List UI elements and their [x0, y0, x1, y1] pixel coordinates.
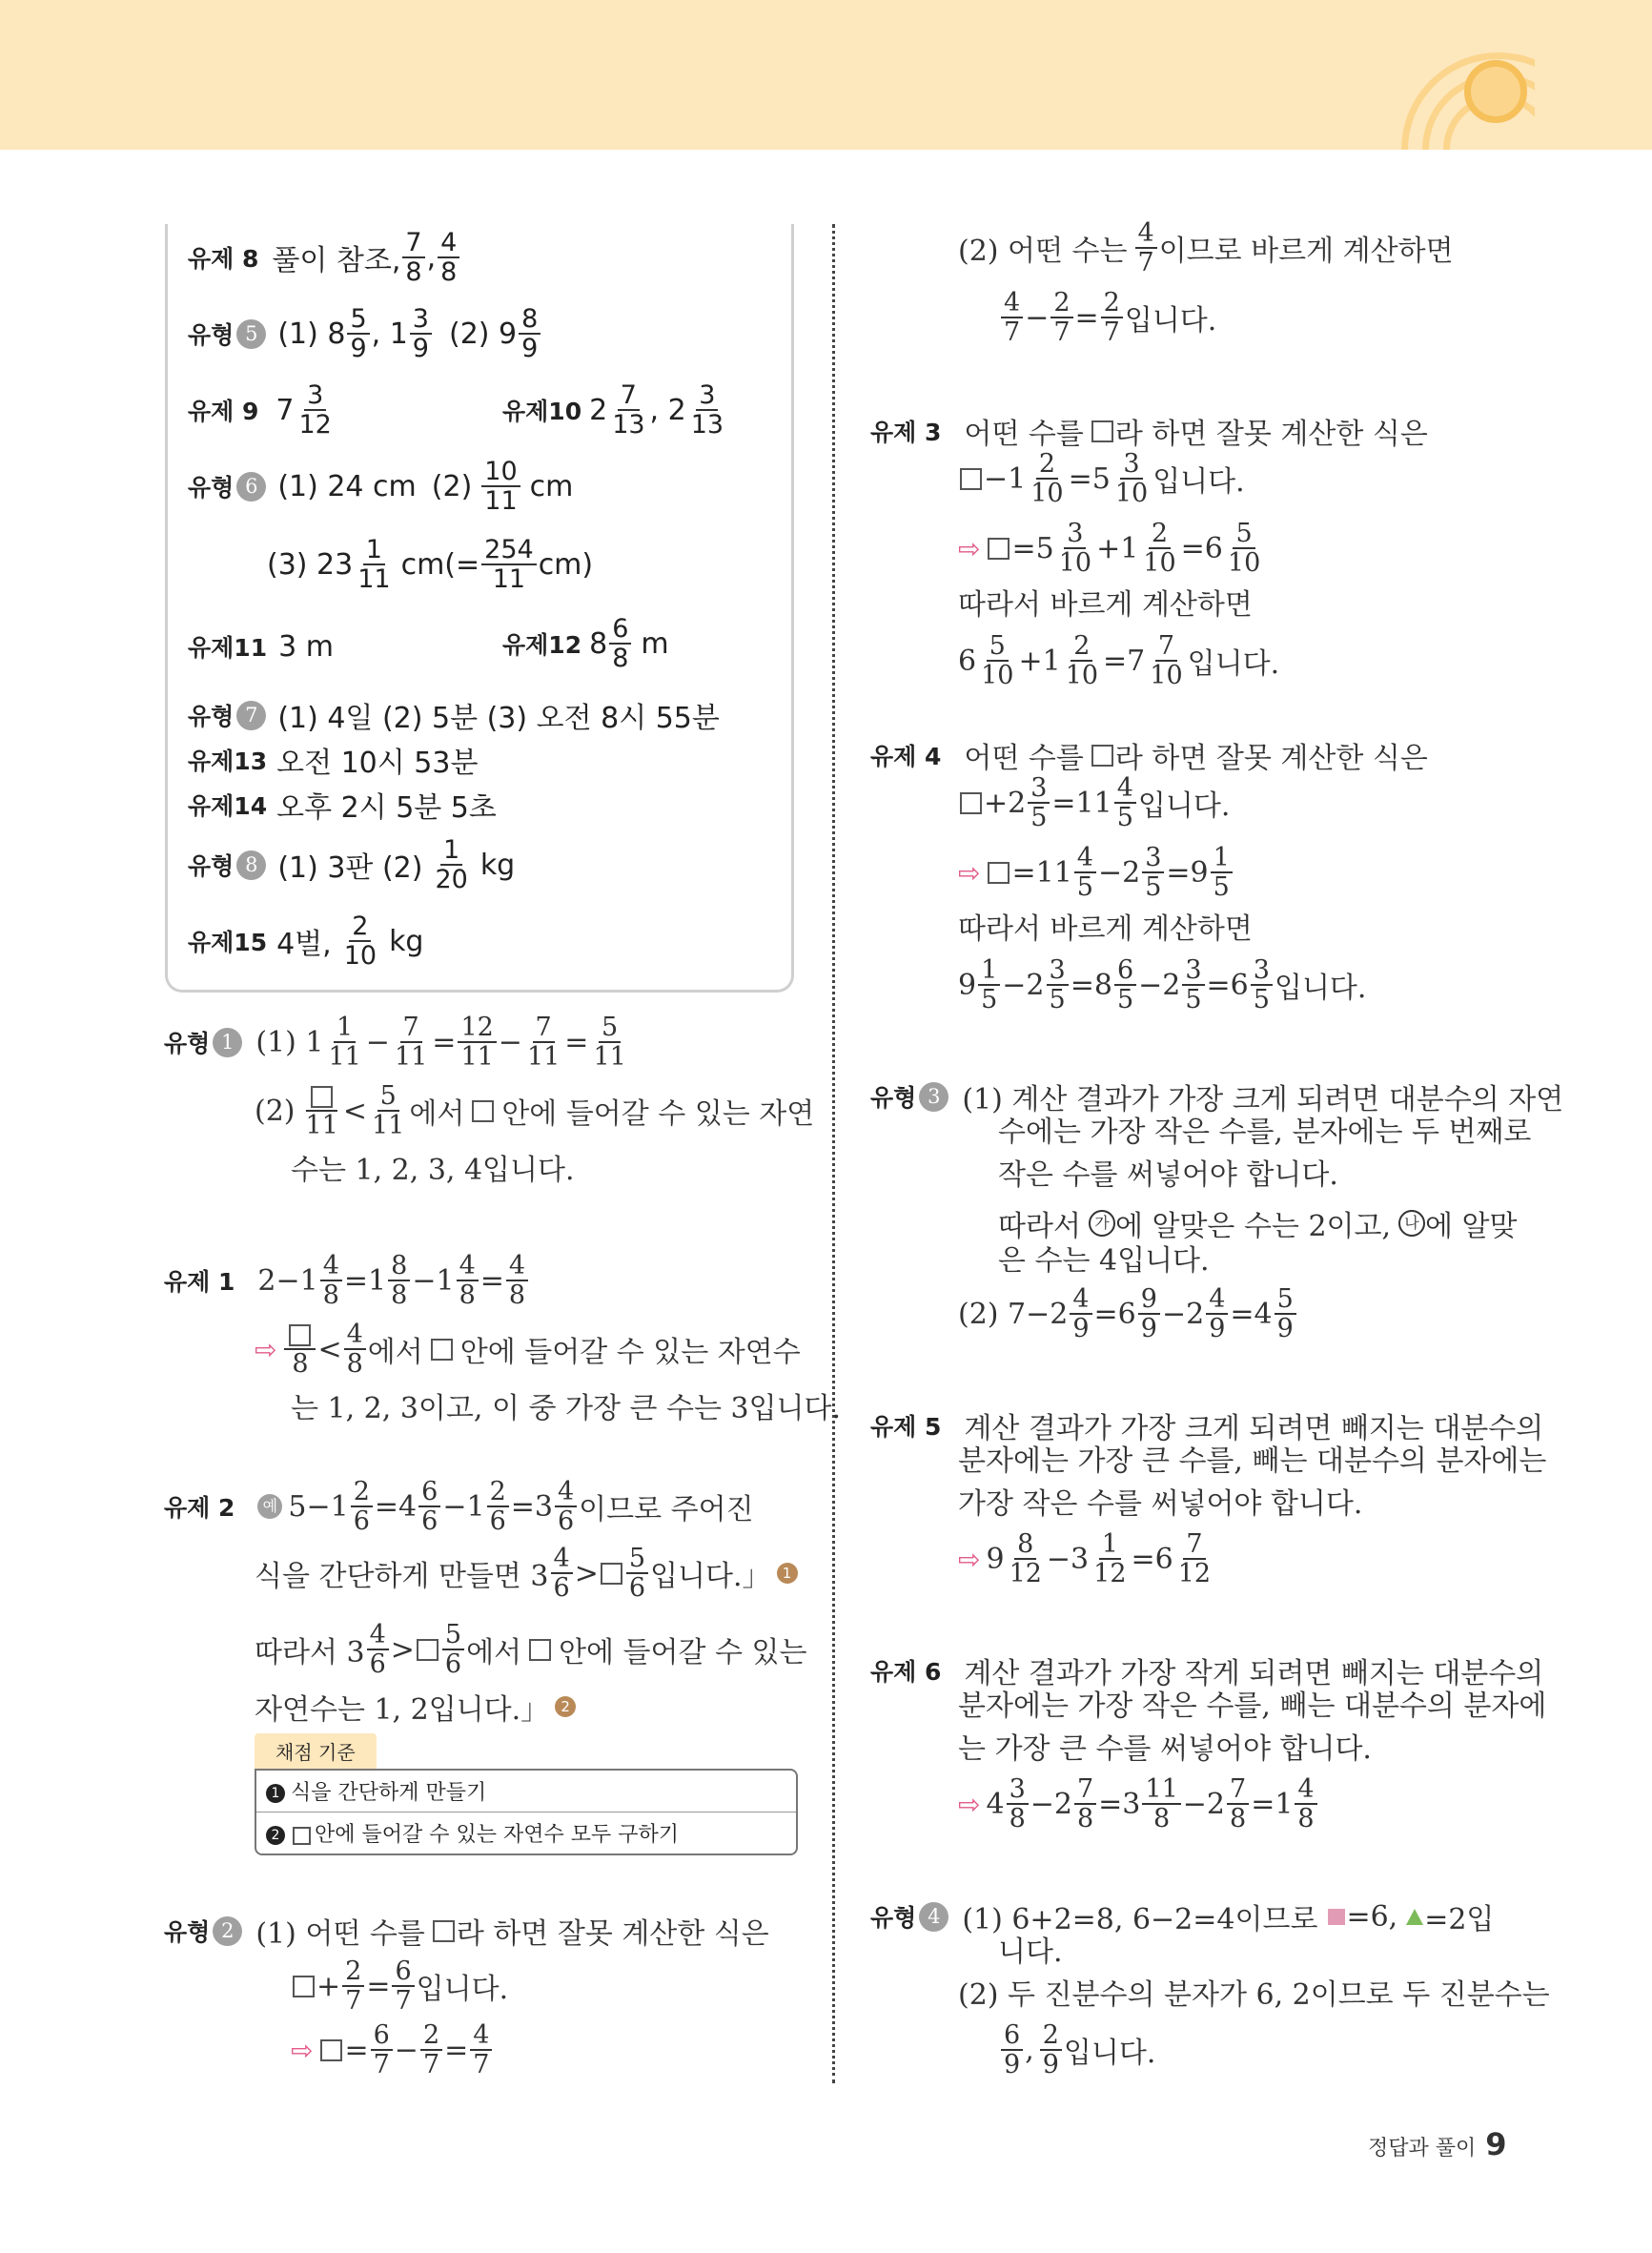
solution-t3-line2: 수에는 가장 작은 수를, 분자에는 두 번째로: [998, 1116, 1532, 1149]
solution-y5-line3: 가장 작은 수를 써넣어야 합니다.: [958, 1487, 1363, 1521]
grading-table: [255, 1769, 798, 1855]
solution-y6-line3: 는 가장 큰 수를 써넣어야 합니다.: [958, 1732, 1372, 1766]
solution-y4-line2: +2 $\frac{3}{5}$ =11 $\frac{4}{5}$ 입니다.: [958, 774, 1230, 831]
solution-y1-line2: ⇨ 8 < $\frac{4}{8}$ 에서 안에 들어갈 수 있는 자연수: [255, 1320, 801, 1380]
answer-y10: 유제10 2 $\frac{7}{13}$ , 2 $\frac{3}{13}$: [502, 380, 724, 440]
answer-y14: 유제14 오후 2시 5분 5초: [188, 791, 497, 825]
solution-y5-line2: 분자에는 가장 큰 수를, 빼는 대분수의 분자에는: [958, 1444, 1547, 1478]
solution-y6-line4: ⇨ 4 $\frac{3}{8}$ −2 $\frac{7}{8}$ =3 $\frac{11}{8}$ −2 $\frac{7}{8}$ =1 $\frac{4}{8}$: [958, 1775, 1319, 1833]
solution-t2b-line2: $\frac{4}{7}$ − $\frac{2}{7}$ = $\frac{2}{7}$ 입니다.: [999, 289, 1216, 346]
grading-criteria: [255, 1733, 798, 1855]
solution-y3-line5: 6 $\frac{5}{10}$ +1 $\frac{2}{10}$ =7 $\frac{7}{10}$ 입니다.: [958, 631, 1280, 691]
solution-t3-line5: 은 수는 4입니다.: [998, 1244, 1210, 1278]
answer-y9: 유제 9 7 $\frac{3}{12}$: [188, 380, 332, 440]
solution-t1-line2: (2) 11 < $\frac{5}{11}$ 에서 안에 들어갈 수 있는 자연: [255, 1081, 815, 1141]
solution-t4-line2: 니다.: [998, 1936, 1063, 1969]
grading-title: 채점 기준: [255, 1733, 377, 1769]
solution-t1-line3: 수는 1, 2, 3, 4입니다.: [291, 1154, 575, 1187]
solution-y1-line1: 유제 1 2−1 $\frac{4}{8}$ =1 $\frac{8}{8}$ −1 $\frac{4}{8}$ = $\frac{4}{8}$: [164, 1252, 530, 1309]
solution-t4-line1: 유형 4 (1) 6+2=8, 6−2=4이므로 =6, =2입: [870, 1899, 1495, 1936]
solution-t2b-line1: (2) 어떤 수는 $\frac{4}{7}$ 이므로 바르게 계산하면: [958, 218, 1454, 278]
answer-y12: 유제12 8 $\frac{6}{8}$ m: [502, 614, 669, 674]
solution-t4-line3: (2) 두 진분수의 분자가 6, 2이므로 두 진분수는: [958, 1978, 1550, 2012]
solution-y4-line4: 따라서 바르게 계산하면: [958, 912, 1253, 946]
column-divider: [832, 224, 835, 2083]
solution-y2-line1: 유제 2 예 5−1 $\frac{2}{6}$ =4 $\frac{6}{6}$ −1 $\frac{2}{6}$ =3 $\frac{4}{6}$ 이므로 주어진: [164, 1477, 754, 1537]
solution-y4-line3: ⇨ =11 $\frac{4}{5}$ −2 $\frac{3}{5}$ =9 $\frac{1}{5}$: [958, 844, 1234, 901]
answer-y15: 유제15 4벌, $\frac{2}{10}$ kg: [188, 911, 424, 972]
solution-t3-line3: 작은 수를 써넣어야 합니다.: [998, 1158, 1338, 1192]
answer-t5: 유형 5 (1) 8 $\frac{5}{9}$ , 1 $\frac{3}{9}$ (2) 9 $\frac{8}{9}$: [188, 305, 542, 362]
solution-y3-line2: −1 $\frac{2}{10}$ =5 $\frac{3}{10}$ 입니다.: [958, 450, 1245, 507]
solution-y5-line4: ⇨ 9 $\frac{8}{12}$ −3 $\frac{1}{12}$ =6 $\frac{7}{12}$: [958, 1529, 1212, 1589]
solution-y1-line3: 는 1, 2, 3이고, 이 중 가장 큰 수는 3입니다.: [291, 1392, 842, 1425]
solution-t2-line3: ⇨ = $\frac{6}{7}$ − $\frac{2}{7}$ = $\frac{4}{7}$: [291, 2021, 494, 2079]
answer-t6-3: (3) 23 $\frac{1}{11}$ cm(= $\frac{254}{11}$ cm): [267, 535, 594, 595]
square-symbol-icon: [1327, 1907, 1346, 1926]
answer-t6: 유형 6 (1) 24 cm (2) $\frac{10}{11}$ cm: [188, 457, 574, 517]
solution-t3-line6: (2) 7−2 $\frac{4}{9}$ =6 $\frac{9}{9}$ −2 $\frac{4}{9}$ =4 $\frac{5}{9}$: [958, 1285, 1298, 1342]
footer-title: 정답과 풀이: [1368, 2137, 1477, 2161]
solution-y2-line4: 자연수는 1, 2입니다.」 2: [255, 1686, 576, 1728]
solution-y3-line4: 따라서 바르게 계산하면: [958, 588, 1253, 622]
solution-y4-line5: 9 $\frac{1}{5}$ −2 $\frac{3}{5}$ =8 $\frac{6}{5}$ −2 $\frac{3}{5}$ =6 $\frac{3}{5}$ 입니다.: [958, 955, 1367, 1015]
page-number: 9: [1485, 2126, 1507, 2162]
solution-t4-line4: $\frac{6}{9}$ , $\frac{2}{9}$ 입니다.: [999, 2021, 1155, 2079]
grading-row-2: 2 안에 들어갈 수 있는 자연수 모두 구하기: [256, 1812, 796, 1854]
solution-y3-line3: ⇨ =5 $\frac{3}{10}$ +1 $\frac{2}{10}$ =6 $\frac{5}{10}$: [958, 519, 1261, 579]
answer-t8: 유형 8 (1) 3판 (2) $\frac{1}{20}$ kg: [188, 835, 516, 895]
triangle-symbol-icon: [1405, 1907, 1424, 1926]
answer-y8: 유제 8 풀이 참조, $\frac{7}{8}$ , $\frac{4}{8}$: [188, 229, 461, 286]
answer-t7: 유형 7 (1) 4일 (2) 5분 (3) 오전 8시 55분: [188, 702, 720, 735]
decorative-circles: [1401, 52, 1535, 150]
solution-y4-line1: 유제 4 어떤 수를 라 하면 잘못 계산한 식은: [870, 742, 1428, 775]
solution-y2-line2: 식을 간단하게 만들면 3 $\frac{4}{6}$ > $\frac{5}{6}$ 입니다.」 1: [255, 1545, 798, 1602]
grading-row-1: 1 식을 간단하게 만들기: [256, 1771, 796, 1812]
answer-y13: 유제13 오전 10시 53분: [188, 747, 479, 780]
solution-y6-line2: 분자에는 가장 작은 수를, 빼는 대분수의 분자에: [958, 1690, 1547, 1723]
solution-t1-line1: 유형 1 (1) 1 $\frac{1}{11}$ − $\frac{7}{11}$ = $\frac{12}{11}$ − $\frac{7}{11}$ = $\frac{5}{11}$: [164, 1013, 626, 1073]
solution-t3-line1: 유형 3 (1) 계산 결과가 가장 크게 되려면 대분수의 자연: [870, 1083, 1564, 1116]
solution-y5-line1: 유제 5 계산 결과가 가장 크게 되려면 빼지는 대분수의: [870, 1412, 1544, 1445]
solution-y6-line1: 유제 6 계산 결과가 가장 작게 되려면 빼지는 대분수의: [870, 1657, 1544, 1690]
page-footer: [1368, 2126, 1507, 2162]
solution-y3-line1: 유제 3 어떤 수를 라 하면 잘못 계산한 식은: [870, 418, 1428, 451]
solution-y2-line3: 따라서 3 $\frac{4}{6}$ > $\frac{5}{6}$ 에서 안에 들어갈 수 있는: [255, 1620, 807, 1680]
solution-t2-line1: 유형 2 (1) 어떤 수를 라 하면 잘못 계산한 식은: [164, 1917, 769, 1951]
solution-t3-line4: 따라서 가 에 알맞은 수는 2이고, 나 에 알맞: [998, 1210, 1518, 1243]
answer-y11: 유제11 3 m: [188, 629, 334, 664]
solution-t2-line2: + $\frac{2}{7}$ = $\frac{6}{7}$ 입니다.: [291, 1957, 508, 2015]
